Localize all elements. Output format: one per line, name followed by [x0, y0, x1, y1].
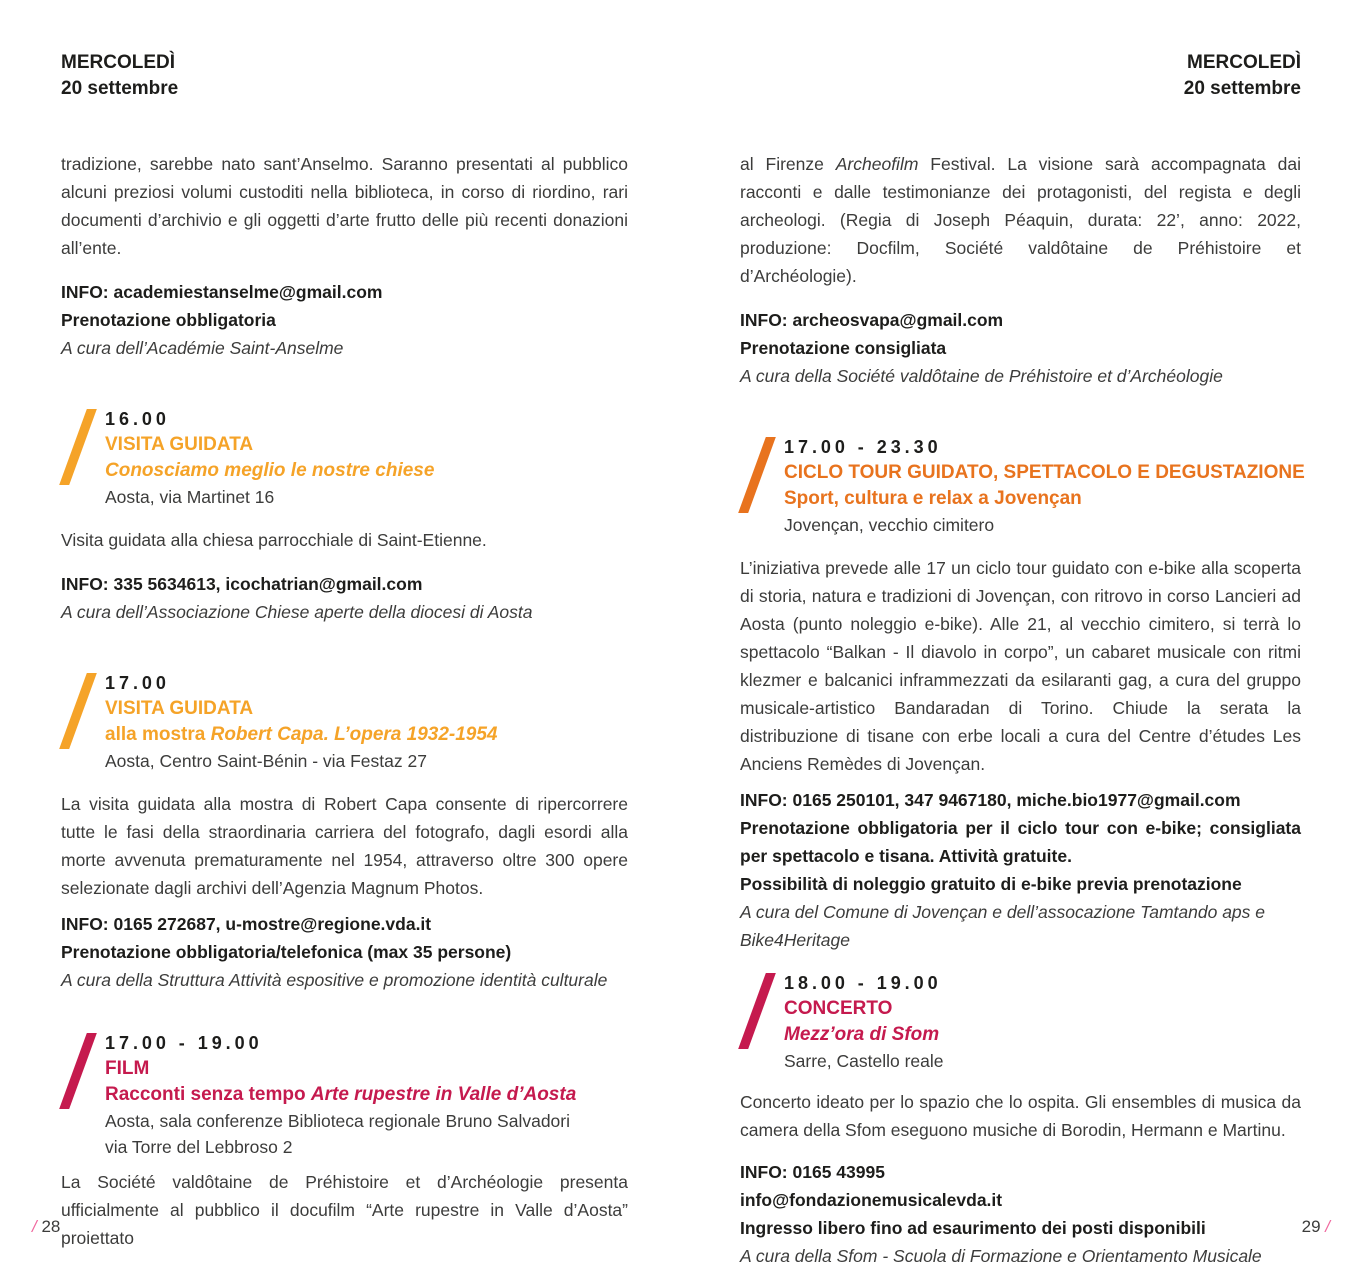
event-slash-column [740, 434, 784, 538]
booking-line: Prenotazione obbligatoria/telefonica (max 35 persone) [61, 942, 512, 962]
booking-line: Prenotazione obbligatoria [61, 310, 276, 330]
header-date: 20 settembre [61, 78, 179, 99]
event-title-italic: Arte rupestre in Valle d’Aosta [310, 1084, 577, 1105]
event-title-italic: Robert Capa. L’opera 1932-1954 [210, 724, 498, 745]
info-block [61, 278, 628, 362]
event-description: L’iniziativa prevede alle 17 un ciclo tour guidato con e-bike alla scoperta di storia, natura e tradizioni di Jovençan, con ritrovo in corso Lancieri ad Aosta (punto noleggio e-bike). Alle 21, al vecchio cimitero, si terrà lo spettacolo “Balkan - Il diavolo in corpo”, un cabaret musicale con ritmi klezmer e balcanici inframmezzati da esilaranti gag, a cura del gruppo musicale-artistico Bandaradan di Torino. Chiude la serata la distribuzione di tisane con erbe locali a cura del Centre d’études Les Anciens Remèdes di Jovençan. [740, 558, 1301, 774]
booking-line: Prenotazione obbligatoria per il ciclo tour con e-bike; consigliata per spettacolo e tisana. Attività gratuite. [740, 818, 1301, 866]
info-line: INFO: 0165 250101, 347 9467180, miche.bio1977@gmail.com [740, 790, 1241, 810]
event-title [784, 1022, 1301, 1048]
info-block [740, 306, 1301, 390]
event-body [105, 406, 628, 510]
event-ciclo-tour [740, 434, 1305, 538]
info-block [740, 1158, 1301, 1270]
event-body [784, 970, 1301, 1074]
event-description: Concerto ideato per lo spazio che lo ospita. Gli ensembles di musica da camera della Sfom eseguono musiche di Borodin, Hermann e Martinu. [740, 1092, 1301, 1140]
email-line: info@fondazionemusicalevda.it [740, 1190, 1003, 1210]
event-title-plain: Racconti senza tempo [105, 1084, 311, 1105]
credit-line: A cura della Société valdôtaine de Préhistoire et d’Archéologie [740, 366, 1223, 386]
event-category: VISITA GUIDATA [105, 434, 254, 455]
event-visita-guidata-chiese [61, 406, 628, 510]
info-line: INFO: 0165 43995 [740, 1162, 885, 1182]
event-title [105, 458, 628, 484]
event-slash-column [740, 970, 784, 1074]
event-title-plain: alla mostra [105, 724, 211, 745]
event-category: VISITA GUIDATA [105, 698, 254, 719]
credit-line: A cura della Sfom - Scuola di Formazione e Orientamento Musicale [740, 1246, 1262, 1266]
event-location: Sarre, Castello reale [784, 1051, 944, 1071]
info-block [61, 570, 628, 626]
event-time: 17.00 - 23.30 [784, 437, 942, 457]
event-description: Visita guidata alla chiesa parrocchiale di Saint-Etienne. [61, 530, 487, 550]
event-category: CICLO TOUR GUIDATO, SPETTACOLO E DEGUSTAZIONE [784, 462, 1305, 483]
event-slash-icon [59, 673, 97, 749]
event-description: La Société valdôtaine de Préhistoire et d’Archéologie presenta ufficialmente al pubblico il docufilm “Arte rupestre in Valle d’Aosta” proiettato [61, 1172, 628, 1248]
event-slash-icon [59, 1033, 97, 1109]
event-time: 17.00 - 19.00 [105, 1033, 263, 1053]
event-category: CONCERTO [784, 998, 893, 1019]
page-slash-icon: / [32, 1217, 37, 1236]
event-location: Jovençan, vecchio cimitero [784, 515, 995, 535]
event-category: FILM [105, 1058, 150, 1079]
event-location: Aosta, via Martinet 16 [105, 487, 275, 507]
event-location: Aosta, Centro Saint-Bénin - via Festaz 27 [105, 751, 427, 771]
event-body [105, 1030, 628, 1160]
event-title-italic: Mezz’ora di Sfom [784, 1024, 940, 1045]
event-time: 17.00 [105, 673, 170, 693]
page-header-left [61, 0, 628, 102]
event-body [105, 670, 628, 774]
event-title [105, 722, 628, 748]
event-slash-icon [738, 973, 776, 1049]
event-title [105, 1082, 628, 1108]
page-number: 28 [41, 1217, 61, 1236]
intro-paragraph: tradizione, sarebbe nato sant’Anselmo. Saranno presentati al pubblico alcuni preziosi volumi custoditi nella biblioteca, in corso di riordino, rari documenti d’archivio e gli oggetti d’arte frutto delle più recenti donazioni all’ente. [61, 154, 628, 258]
event-time: 16.00 [105, 409, 170, 429]
event-film [61, 1030, 628, 1160]
header-date: 20 settembre [1183, 78, 1301, 99]
info-block [61, 910, 628, 994]
event-location: Aosta, sala conferenze Biblioteca regionale Bruno Salvadori [105, 1111, 571, 1131]
info-line: INFO: 0165 272687, u-mostre@regione.vda.it [61, 914, 432, 934]
page-slash-icon: / [1325, 1217, 1330, 1236]
page-number: 29 [1301, 1217, 1321, 1236]
right-column [740, 0, 1305, 1270]
info-line: INFO: 335 5634613, icochatrian@gmail.com [61, 574, 423, 594]
event-visita-guidata-capa [61, 670, 628, 774]
credit-line: A cura dell’Académie Saint-Anselme [61, 338, 344, 358]
admission-line: Ingresso libero fino ad esaurimento dei posti disponibili [740, 1218, 1206, 1238]
event-location-line2: via Torre del Lebbroso 2 [105, 1137, 293, 1157]
intro-text: Festival. La visione sarà accompagnata dai racconti e dalle testimonianze dei protagonisti, del regista e degli archeologi. (Regia di Joseph Péaquin, durata: 22’, anno: 2022, produzione: Docfilm, Société valdôtaine de Préhistoire et d’Archéologie). [740, 154, 1302, 286]
event-time: 18.00 - 19.00 [784, 973, 942, 993]
credit-line: A cura della Struttura Attività espositive e promozione identità culturale [61, 970, 608, 990]
credit-line: A cura del Comune di Jovençan e dell’assocazione Tamtando aps e Bike4Heritage [740, 902, 1265, 950]
credit-line: A cura dell’Associazione Chiese aperte della diocesi di Aosta [61, 602, 533, 622]
event-subtitle: Sport, cultura e relax a Jovençan [784, 488, 1082, 509]
page-number-right [1302, 1216, 1330, 1238]
rental-line: Possibilità di noleggio gratuito di e-bike previa prenotazione [740, 874, 1242, 894]
event-slash-column [61, 406, 105, 510]
header-day: MERCOLEDÌ [61, 52, 175, 73]
intro-text: al Firenze [740, 154, 836, 174]
event-concerto [740, 970, 1301, 1074]
info-block [740, 786, 1301, 954]
left-column [61, 0, 628, 1252]
booking-line: Prenotazione consigliata [740, 338, 947, 358]
event-slash-icon [738, 437, 776, 513]
intro-text-italic: Archeofilm [835, 154, 919, 174]
event-slash-column [61, 1030, 105, 1160]
page-header-right [740, 0, 1301, 102]
event-title-italic: Conosciamo meglio le nostre chiese [105, 460, 435, 481]
event-slash-column [61, 670, 105, 774]
info-line: INFO: academiestanselme@gmail.com [61, 282, 383, 302]
intro-paragraph [740, 150, 1301, 290]
page-number-left [32, 1216, 60, 1238]
info-line: INFO: archeosvapa@gmail.com [740, 310, 1004, 330]
event-body [784, 434, 1305, 538]
header-day: MERCOLEDÌ [1187, 52, 1301, 73]
event-slash-icon [59, 409, 97, 485]
event-description: La visita guidata alla mostra di Robert Capa consente di ripercorrere tutte le fasi della straordinaria carriera del fotografo, dagli esordi alla morte avvenuta prematuramente nel 1954, attraverso oltre 300 opere selezionate dagli archivi dell’Agenzia Magnum Photos. [61, 794, 628, 898]
